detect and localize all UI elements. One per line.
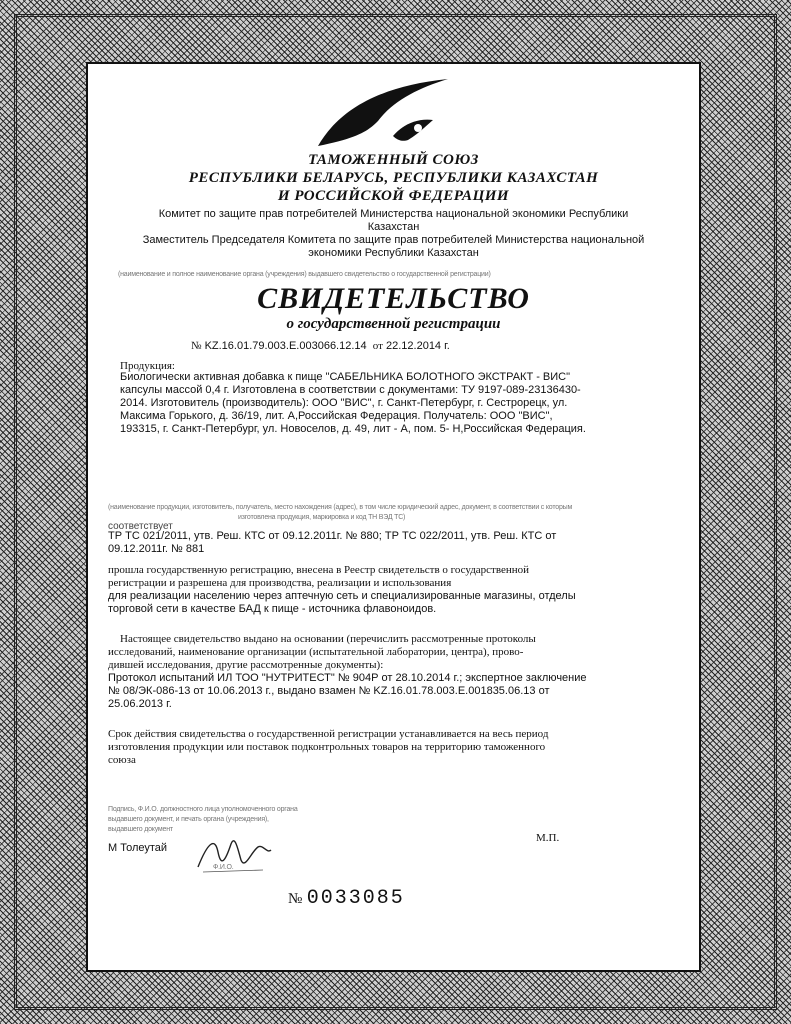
emblem-icon — [298, 76, 488, 151]
product-line: Максима Горького, д. 36/19, лит. А,Российская Федерация. Получатель: ООО "ВИС", — [120, 410, 553, 422]
certificate-page — [86, 62, 701, 972]
usage-line: для реализации населению через аптечную сеть и специализированные магазины, отделы — [108, 590, 576, 602]
registration-date-prefix: от — [372, 340, 383, 352]
fio-caption: Ф.И.О. — [213, 864, 234, 871]
protocol-line: № 08/ЭК-086-13 от 10.06.2013 г., выдано взамен № KZ.16.01.78.003.Е.001835.06.13 от — [108, 685, 550, 697]
header-russia: И РОССИЙСКОЙ ФЕДЕРАЦИИ — [277, 188, 510, 204]
product-caption-1: (наименование продукции, изготовитель, получатель, место нахождения (адрес), в том числе юридический адрес, документ, в соответствии с которым — [108, 504, 573, 511]
product-line: 193315, г. Санкт-Петербург, ул. Новоселов, д. 49, лит - А, пом. 5- Н,Российская Федерация. — [120, 423, 586, 435]
registration-line — [191, 340, 450, 353]
signatory-name: М Толеутай — [108, 842, 168, 854]
form-number — [288, 887, 405, 910]
protocol-line: Протокол испытаний ИЛ ТОО "НУТРИТЕСТ" № 904Р от 28.10.2014 г.; экспертное заключение — [108, 672, 587, 684]
stamp-place: М.П. — [536, 832, 560, 844]
document-title: СВИДЕТЕЛЬСТВО — [257, 282, 530, 315]
registration-date: 22.12.2014 г. — [386, 340, 450, 352]
passed-line: прошла государственную регистрацию, внесена в Реестр свидетельств о государственной — [108, 564, 530, 576]
committee-line-2: Казахстан — [367, 221, 420, 233]
product-caption-2: изготовлена продукция, маркировка и код ТН ВЭД ТС) — [238, 514, 406, 521]
basis-line: исследований, наименование организации (испытательной лаборатории, центра), прово- — [108, 646, 524, 658]
issuer-caption: (наименование и полное наименование органа (учреждения) выдавшего свидетельство о государственной регистрации) — [118, 271, 491, 278]
compliance-line: ТР ТС 021/2011, утв. Реш. КТС от 09.12.2011г. № 880; ТР ТС 022/2011, утв. Реш. КТС от — [108, 530, 557, 542]
header-republics: РЕСПУБЛИКИ БЕЛАРУСЬ, РЕСПУБЛИКИ КАЗАХСТАН — [188, 170, 599, 186]
validity-line: союза — [108, 754, 136, 766]
basis-line: Настоящее свидетельство выдано на основании (перечислить рассмотренные протоколы — [120, 633, 536, 645]
product-line: капсулы массой 0,4 г. Изготовлена в соответствии с документами: ТУ 9197-089-23136430- — [120, 384, 581, 396]
registration-number: KZ.16.01.79.003.Е.003066.12.14 — [204, 340, 367, 352]
deputy-line-1: Заместитель Председателя Комитета по защите прав потребителей Министерства национальной — [142, 234, 645, 246]
product-line: Биологически активная добавка к пище "САБЕЛЬНИКА БОЛОТНОГО ЭКСТРАКТ - ВИС" — [120, 371, 571, 383]
basis-line: дившей исследования, другие рассмотренные документы): — [108, 659, 384, 671]
validity-line: Срок действия свидетельства о государственной регистрации устанавливается на весь период — [108, 728, 549, 740]
signatory-caption: Подпись, Ф.И.О. должностного лица уполномоченного органа — [108, 806, 298, 813]
registration-prefix: № — [191, 340, 202, 352]
committee-line-1: Комитет по защите прав потребителей Министерства национальной экономики Республики — [158, 208, 629, 220]
document-subtitle: о государственной регистрации — [286, 316, 501, 332]
product-label: Продукция: — [120, 360, 175, 372]
compliance-line: 09.12.2011г. № 881 — [108, 543, 205, 555]
signatory-caption: выдавшего документ — [108, 826, 173, 833]
protocol-line: 25.06.2013 г. — [108, 698, 172, 710]
usage-line: торговой сети в качестве БАД к пище - источника флавоноидов. — [108, 603, 437, 615]
passed-line: регистрации и разрешена для производства, реализации и использования — [108, 577, 452, 589]
compliance-overlap: соответствует — [108, 521, 173, 532]
validity-line: изготовления продукции или поставок подконтрольных товаров на территорию таможенного — [108, 741, 546, 753]
deputy-line-2: экономики Республики Казахстан — [308, 247, 479, 259]
product-line: 2014. Изготовитель (производитель): ООО "ВИС", г. Санкт-Петербург, г. Сестрорецк, ул. — [120, 397, 568, 409]
form-number-value: 0033085 — [306, 887, 405, 910]
header-union: ТАМОЖЕННЫЙ СОЮЗ — [308, 152, 479, 168]
signatory-caption: выдавшего документ, и печать органа (учреждения), — [108, 816, 269, 823]
form-number-prefix: № — [288, 891, 303, 907]
